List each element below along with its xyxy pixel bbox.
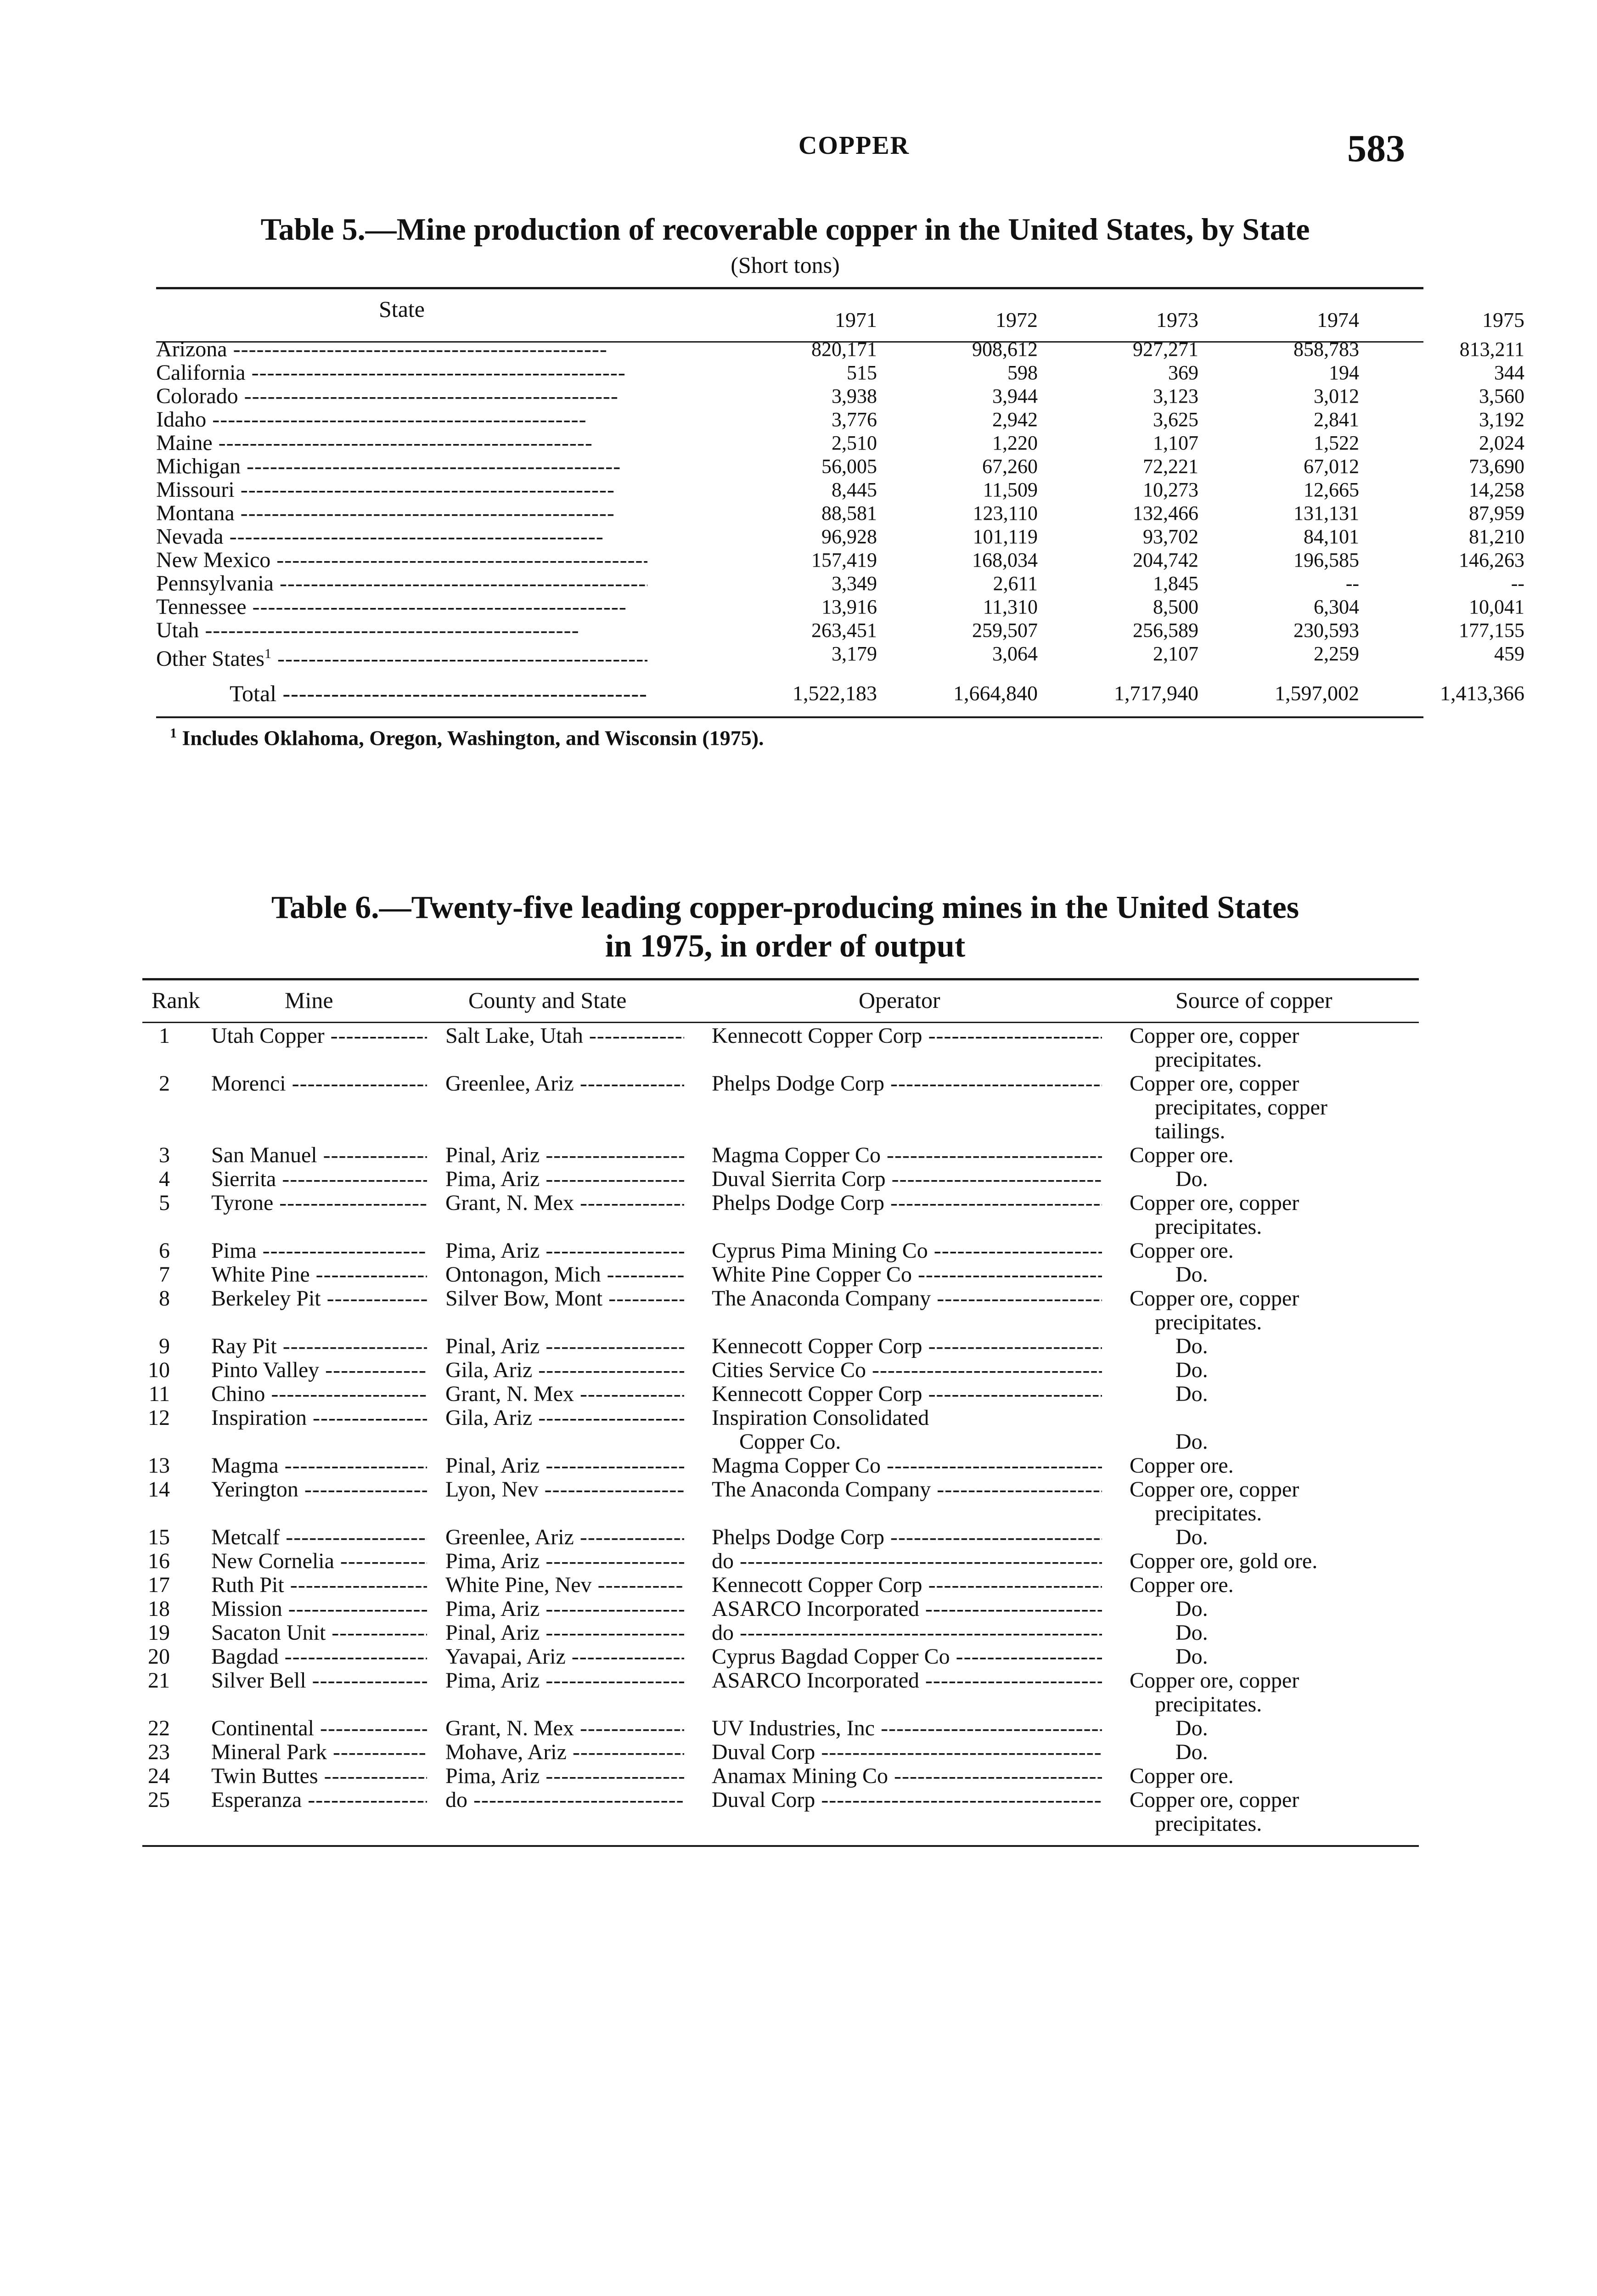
- table5-value-cell: 11,509: [983, 478, 1038, 501]
- table6-operator-cell: Phelps Dodge Corp -----: [712, 1072, 1116, 1096]
- table5-value-cell: 67,012: [1304, 455, 1359, 478]
- table5-state-cell: Pennsylvania -----: [156, 572, 647, 595]
- table6-mine-cell: Berkeley Pit -----: [211, 1287, 427, 1311]
- table5-value-cell: --: [1511, 572, 1524, 595]
- table6-header-mine: Mine: [285, 987, 333, 1013]
- table6-row: [142, 1716, 1419, 1740]
- table5-header: [156, 289, 1524, 340]
- table5-value-cell: 858,783: [1293, 338, 1359, 360]
- table5-value-cell: 344: [1494, 361, 1524, 384]
- table5-value-cell: 3,179: [832, 642, 877, 665]
- table6-operator-cell: do -----: [712, 1549, 1116, 1573]
- table5-subcaption: (Short tons): [731, 252, 840, 278]
- table5-state-cell: Maine -----: [156, 431, 647, 455]
- table6-rank-cell: 5: [159, 1191, 170, 1215]
- table5-value-cell: 3,776: [832, 408, 877, 431]
- table5-state-cell: New Mexico -----: [156, 548, 647, 572]
- table5-total-value: 1,717,940: [1114, 681, 1198, 705]
- table6-operator-cell: Inspiration Consolidated Copper Co.: [712, 1406, 929, 1454]
- table5-row: [156, 431, 1524, 455]
- table6-row: [142, 1287, 1419, 1334]
- table6-caption-line1: Table 6.—Twenty-five leading copper-producing mines in the United States: [271, 890, 1299, 925]
- table6-source-cell: Do.: [1175, 1740, 1208, 1764]
- table6-rank-cell: 21: [148, 1668, 170, 1693]
- table6-source-cell: Do.: [1175, 1716, 1208, 1740]
- table6-mine-cell: Silver Bell -----: [211, 1669, 427, 1693]
- table6-source-cell: Do.: [1175, 1167, 1208, 1191]
- table5-row: [156, 455, 1524, 478]
- table6-source-cell: Copper ore, copper precipitates.: [1130, 1477, 1299, 1525]
- table6-row: [142, 1525, 1419, 1549]
- table6-source-cell: Copper ore, gold ore.: [1130, 1549, 1318, 1573]
- table6-row: [142, 1167, 1419, 1191]
- table6-mine-cell: Sacaton Unit -----: [211, 1621, 427, 1645]
- table6-county-cell: Pima, Ariz -----: [445, 1549, 684, 1573]
- table6-source-cell: Do.: [1175, 1334, 1208, 1358]
- table5-footnote: [170, 726, 764, 750]
- table6-row: [142, 1239, 1419, 1263]
- table6-operator-cell: Phelps Dodge Corp -----: [712, 1525, 1116, 1549]
- table5-value-cell: 101,119: [973, 525, 1038, 548]
- table6-county-cell: Pinal, Ariz -----: [445, 1334, 684, 1358]
- table5-value-cell: 87,959: [1469, 502, 1524, 524]
- table5-header-year: 1973: [1156, 308, 1198, 332]
- table6-source-cell: Copper ore, copper precipitates.: [1130, 1024, 1299, 1072]
- table5-row: [156, 338, 1524, 361]
- table6-mine-cell: Mineral Park -----: [211, 1740, 427, 1764]
- table6-source-cell: Do.: [1175, 1644, 1208, 1669]
- table5-header-year: 1975: [1482, 308, 1524, 332]
- table5-row: [156, 361, 1524, 384]
- table6-mine-cell: San Manuel -----: [211, 1143, 427, 1167]
- table5-value-cell: 2,259: [1314, 642, 1359, 665]
- table6-bottom-rule: [142, 1845, 1419, 1847]
- table5-state-cell: Other States$^1$ -----: [156, 642, 647, 670]
- table5-value-cell: 2,841: [1314, 408, 1359, 431]
- table5-value-cell: 230,593: [1293, 619, 1359, 642]
- table6-operator-cell: Phelps Dodge Corp -----: [712, 1191, 1116, 1215]
- table6-row: [142, 1740, 1419, 1764]
- table5-total-value: 1,522,183: [793, 681, 877, 705]
- table6-operator-cell: The Anaconda Company -----: [712, 1478, 1116, 1502]
- table5-value-cell: 3,064: [992, 642, 1038, 665]
- table5-row: [156, 478, 1524, 501]
- table6-mine-cell: Bagdad -----: [211, 1645, 427, 1669]
- table6-county-cell: Greenlee, Ariz -----: [445, 1525, 684, 1549]
- table6-source-cell: Copper ore.: [1130, 1573, 1234, 1597]
- table6-operator-cell: Kennecott Copper Corp -----: [712, 1573, 1116, 1597]
- table5-value-cell: 67,260: [982, 455, 1038, 478]
- table6-county-cell: Gila, Ariz -----: [445, 1358, 684, 1382]
- table6-row: [142, 1788, 1419, 1836]
- table5-caption: Table 5.—Mine production of recoverable copper in the United States, by State: [260, 212, 1310, 247]
- footnote-text: Includes Oklahoma, Oregon, Washington, and Wisconsin (1975).: [182, 726, 764, 750]
- table6-mine-cell: Yerington -----: [211, 1478, 427, 1502]
- table6-county-cell: Pima, Ariz -----: [445, 1239, 684, 1263]
- table5-value-cell: 1,220: [992, 432, 1038, 454]
- table6-county-cell: Gila, Ariz -----: [445, 1406, 684, 1430]
- table6-county-cell: Pinal, Ariz -----: [445, 1621, 684, 1645]
- table6-operator-cell: ASARCO Incorporated -----: [712, 1597, 1116, 1621]
- table5-value-cell: 73,690: [1469, 455, 1524, 478]
- table6-rank-cell: 20: [148, 1644, 170, 1669]
- table6-mine-cell: Mission -----: [211, 1597, 427, 1621]
- table5-value-cell: 72,221: [1143, 455, 1198, 478]
- table6-operator-cell: Magma Copper Co -----: [712, 1143, 1116, 1167]
- footnote-mark: 1: [170, 726, 177, 741]
- table5-value-cell: 196,585: [1293, 549, 1359, 571]
- table5-value-cell: 459: [1494, 642, 1524, 665]
- table5-value-cell: 259,507: [972, 619, 1038, 642]
- table6-caption: [156, 889, 1414, 966]
- table6-county-cell: Ontonagon, Mich -----: [445, 1263, 684, 1287]
- table6-source-cell: Do.: [1175, 1429, 1208, 1454]
- table5-value-cell: 204,742: [1133, 549, 1198, 571]
- table5-value-cell: 256,589: [1133, 619, 1198, 642]
- table5-total-value: 1,413,366: [1440, 681, 1524, 705]
- table5-value-cell: 123,110: [973, 502, 1038, 524]
- table5-value-cell: 3,938: [832, 385, 877, 407]
- table5-value-cell: 3,012: [1314, 385, 1359, 407]
- table5-header-year: 1971: [835, 308, 877, 332]
- table5-state-cell: Colorado -----: [156, 384, 647, 408]
- running-head: [156, 127, 1405, 172]
- table6-operator-cell: Cities Service Co -----: [712, 1358, 1116, 1382]
- table5-value-cell: 3,349: [832, 572, 877, 595]
- table6-operator-cell: UV Industries, Inc -----: [712, 1716, 1116, 1740]
- table6-source-cell: Do.: [1175, 1358, 1208, 1382]
- table6-rank-cell: 1: [159, 1024, 170, 1048]
- table6-operator-cell: Duval Sierrita Corp -----: [712, 1167, 1116, 1191]
- table6-mine-cell: Esperanza -----: [211, 1788, 427, 1812]
- table6-mine-cell: Twin Buttes -----: [211, 1764, 427, 1788]
- table6-body: [142, 1024, 1419, 1836]
- table5-row: [156, 642, 1524, 670]
- table6-row: [142, 1573, 1419, 1597]
- table5-value-cell: 11,310: [983, 596, 1038, 618]
- table5-value-cell: 13,916: [821, 596, 877, 618]
- table5-value-cell: 3,625: [1153, 408, 1198, 431]
- table6-rank-cell: 15: [148, 1525, 170, 1549]
- table6-county-cell: Mohave, Ariz -----: [445, 1740, 684, 1764]
- table5-state-cell: Arizona -----: [156, 338, 647, 361]
- table6-county-cell: Grant, N. Mex -----: [445, 1382, 684, 1406]
- table5-value-cell: 2,942: [992, 408, 1038, 431]
- table6-rank-cell: 11: [148, 1382, 170, 1406]
- table6-rank-cell: 19: [148, 1621, 170, 1645]
- table6-rank-cell: 4: [159, 1167, 170, 1191]
- table6-header-county: County and State: [468, 987, 627, 1013]
- table6-caption-line2: in 1975, in order of output: [605, 929, 966, 964]
- table5-value-cell: 8,500: [1153, 596, 1198, 618]
- running-title: COPPER: [798, 131, 910, 160]
- table6-row: [142, 1358, 1419, 1382]
- table6-mine-cell: Chino -----: [211, 1382, 427, 1406]
- table6-mine-cell: Metcalf -----: [211, 1525, 427, 1549]
- table6-source-cell: Copper ore.: [1130, 1764, 1234, 1788]
- table6-mine-cell: Morenci -----: [211, 1072, 427, 1096]
- table5-value-cell: 2,107: [1153, 642, 1198, 665]
- table5-value-cell: 14,258: [1469, 478, 1524, 501]
- table6-operator-cell: Kennecott Copper Corp -----: [712, 1382, 1116, 1406]
- table5-state-cell: Missouri -----: [156, 478, 647, 501]
- table5-row: [156, 548, 1524, 572]
- table6-header-source: Source of copper: [1175, 987, 1333, 1013]
- table6-operator-cell: do -----: [712, 1621, 1116, 1645]
- table5-value-cell: 96,928: [821, 525, 877, 548]
- table6-operator-cell: Kennecott Copper Corp -----: [712, 1334, 1116, 1358]
- table5-row: [156, 501, 1524, 525]
- table6-mine-cell: Continental -----: [211, 1716, 427, 1740]
- table6-source-cell: Do.: [1175, 1597, 1208, 1621]
- table5-total-value: 1,664,840: [953, 681, 1038, 705]
- table5-state-cell: Tennessee -----: [156, 595, 647, 619]
- table5-value-cell: 515: [847, 361, 877, 384]
- table6-mine-cell: Pima -----: [211, 1239, 427, 1263]
- table5-row: [156, 572, 1524, 595]
- table5-value-cell: 88,581: [821, 502, 877, 524]
- table5-value-cell: 84,101: [1304, 525, 1359, 548]
- table6-mine-cell: Pinto Valley -----: [211, 1358, 427, 1382]
- table6-county-cell: Yavapai, Ariz -----: [445, 1645, 684, 1669]
- table5-total-row: [156, 677, 1524, 709]
- table5-total-label: Total -----: [230, 677, 647, 709]
- table6-rank-cell: 7: [159, 1262, 170, 1287]
- table6-county-cell: Salt Lake, Utah -----: [445, 1024, 684, 1048]
- table5-state-cell: Nevada -----: [156, 525, 647, 548]
- table5-header-year: 1972: [995, 308, 1038, 332]
- table5-total-value: 1,597,002: [1275, 681, 1359, 705]
- table6-rank-cell: 25: [148, 1788, 170, 1812]
- table5-value-cell: 1,845: [1153, 572, 1198, 595]
- table6-county-cell: Lyon, Nev -----: [445, 1478, 684, 1502]
- table6-rank-cell: 18: [148, 1597, 170, 1621]
- table6-mine-cell: Inspiration -----: [211, 1406, 427, 1430]
- table6-operator-cell: Anamax Mining Co -----: [712, 1764, 1116, 1788]
- table6-rank-cell: 24: [148, 1764, 170, 1788]
- table6-operator-cell: Duval Corp -----: [712, 1740, 1116, 1764]
- table6-row: [142, 1478, 1419, 1525]
- table6-source-cell: Do.: [1175, 1382, 1208, 1406]
- table6-rank-cell: 8: [159, 1286, 170, 1311]
- table5-value-cell: 3,123: [1153, 385, 1198, 407]
- table6-county-cell: Pinal, Ariz -----: [445, 1454, 684, 1478]
- table6-source-cell: Do.: [1175, 1621, 1208, 1645]
- table6-source-cell: Do.: [1175, 1262, 1208, 1287]
- table5-header-year: 1974: [1317, 308, 1359, 332]
- table6-header-rule: [142, 1022, 1419, 1023]
- table6-row: [142, 1406, 1419, 1454]
- table6-mine-cell: Utah Copper -----: [211, 1024, 427, 1048]
- table5-state-cell: Idaho -----: [156, 408, 647, 431]
- table6-operator-cell: The Anaconda Company -----: [712, 1287, 1116, 1311]
- table5-state-cell: Montana -----: [156, 501, 647, 525]
- table5-value-cell: 131,131: [1293, 502, 1359, 524]
- table6-source-cell: Copper ore.: [1130, 1143, 1234, 1167]
- table6-mine-cell: Sierrita -----: [211, 1167, 427, 1191]
- table6-county-cell: Pima, Ariz -----: [445, 1597, 684, 1621]
- table6-operator-cell: Cyprus Pima Mining Co -----: [712, 1239, 1116, 1263]
- table6-row: [142, 1669, 1419, 1716]
- table5-state-cell: Michigan -----: [156, 455, 647, 478]
- table5-row: [156, 619, 1524, 642]
- table6-row: [142, 1764, 1419, 1788]
- table5-row: [156, 525, 1524, 548]
- table6-mine-cell: Magma -----: [211, 1454, 427, 1478]
- table6-row: [142, 1549, 1419, 1573]
- table6-rank-cell: 22: [148, 1716, 170, 1740]
- table6-county-cell: White Pine, Nev -----: [445, 1573, 684, 1597]
- table5-value-cell: 6,304: [1314, 596, 1359, 618]
- table5-value-cell: 2,510: [832, 432, 877, 454]
- table6-rank-cell: 3: [159, 1143, 170, 1167]
- table5-value-cell: 820,171: [811, 338, 877, 360]
- table6-source-cell: Copper ore, copper precipitates.: [1130, 1788, 1299, 1836]
- table5-state-cell: Utah -----: [156, 619, 647, 642]
- table5-row: [156, 384, 1524, 408]
- table6-rank-cell: 17: [148, 1573, 170, 1597]
- table5-value-cell: 3,560: [1479, 385, 1524, 407]
- table6-row: [142, 1191, 1419, 1239]
- table5-value-cell: 598: [1007, 361, 1038, 384]
- table5-body: [156, 338, 1524, 670]
- table5-value-cell: 369: [1168, 361, 1198, 384]
- table6-operator-cell: Duval Corp -----: [712, 1788, 1116, 1812]
- table6-mine-cell: New Cornelia -----: [211, 1549, 427, 1573]
- table5-value-cell: 177,155: [1459, 619, 1524, 642]
- table6-rank-cell: 14: [148, 1477, 170, 1502]
- table6-county-cell: Pima, Ariz -----: [445, 1764, 684, 1788]
- table6-operator-cell: Kennecott Copper Corp -----: [712, 1024, 1116, 1048]
- table5-value-cell: 12,665: [1304, 478, 1359, 501]
- table5-value-cell: 2,611: [993, 572, 1038, 595]
- table6-row: [142, 1597, 1419, 1621]
- table6-row: [142, 1334, 1419, 1358]
- table5-value-cell: 1,522: [1314, 432, 1359, 454]
- table5-value-cell: 813,211: [1459, 338, 1524, 360]
- table5-value-cell: 3,192: [1479, 408, 1524, 431]
- table5-value-cell: 81,210: [1469, 525, 1524, 548]
- table6-county-cell: Grant, N. Mex -----: [445, 1191, 684, 1215]
- table6-rank-cell: 23: [148, 1740, 170, 1764]
- table6-mine-cell: Ray Pit -----: [211, 1334, 427, 1358]
- table5-value-cell: 1,107: [1153, 432, 1198, 454]
- table6-county-cell: Greenlee, Ariz -----: [445, 1072, 684, 1096]
- table6-operator-cell: Cyprus Bagdad Copper Co -----: [712, 1645, 1116, 1669]
- table5-value-cell: 56,005: [821, 455, 877, 478]
- table6-county-cell: Pima, Ariz -----: [445, 1669, 684, 1693]
- table5-row: [156, 408, 1524, 431]
- table5-value-cell: 10,273: [1143, 478, 1198, 501]
- table6-source-cell: Copper ore.: [1130, 1238, 1234, 1263]
- table5-value-cell: 3,944: [992, 385, 1038, 407]
- table5-value-cell: 146,263: [1459, 549, 1524, 571]
- table6-operator-cell: ASARCO Incorporated -----: [712, 1669, 1116, 1693]
- table6-source-cell: Copper ore, copper precipitates.: [1130, 1668, 1299, 1716]
- table6-rank-cell: 10: [148, 1358, 170, 1382]
- table6-row: [142, 1621, 1419, 1645]
- table6-row: [142, 1263, 1419, 1287]
- table5-value-cell: 93,702: [1143, 525, 1198, 548]
- table6-row: [142, 1454, 1419, 1478]
- table5-bottom-rule: [156, 716, 1423, 718]
- table5-value-cell: 168,034: [972, 549, 1038, 571]
- table6-county-cell: Pima, Ariz -----: [445, 1167, 684, 1191]
- table6-row: [142, 1645, 1419, 1669]
- table6-mine-cell: Ruth Pit -----: [211, 1573, 427, 1597]
- table6-mine-cell: Tyrone -----: [211, 1191, 427, 1215]
- table6-row: [142, 1143, 1419, 1167]
- table6-rank-cell: 9: [159, 1334, 170, 1358]
- table5-value-cell: 157,419: [811, 549, 877, 571]
- table6-rank-cell: 12: [148, 1406, 170, 1430]
- table6-source-cell: Copper ore, copper precipitates.: [1130, 1286, 1299, 1334]
- table5-value-cell: 2,024: [1479, 432, 1524, 454]
- table5-value-cell: 263,451: [811, 619, 877, 642]
- table6-county-cell: Silver Bow, Mont -----: [445, 1287, 684, 1311]
- table6-county-cell: Grant, N. Mex -----: [445, 1716, 684, 1740]
- table6-header-operator: Operator: [859, 987, 940, 1013]
- page-number: 583: [1347, 127, 1405, 170]
- table6-county-cell: do -----: [445, 1788, 684, 1812]
- table6-rank-cell: 13: [148, 1453, 170, 1478]
- table5-value-cell: 10,041: [1469, 596, 1524, 618]
- table6-rank-cell: 16: [148, 1549, 170, 1573]
- table5-row: [156, 595, 1524, 619]
- table5-header-state: State: [379, 296, 425, 322]
- table6-operator-cell: White Pine Copper Co -----: [712, 1263, 1116, 1287]
- table6-header: [142, 980, 1419, 1022]
- table5-value-cell: 908,612: [972, 338, 1038, 360]
- table5-value-cell: 194: [1329, 361, 1359, 384]
- table6-operator-cell: Magma Copper Co -----: [712, 1454, 1116, 1478]
- table5-value-cell: 132,466: [1133, 502, 1198, 524]
- table6-row: [142, 1382, 1419, 1406]
- table5-value-cell: --: [1345, 572, 1359, 595]
- table6-source-cell: Copper ore, copper precipitates, copper tailings.: [1130, 1071, 1327, 1143]
- table5-value-cell: 8,445: [832, 478, 877, 501]
- table6-mine-cell: White Pine -----: [211, 1263, 427, 1287]
- table5-state-cell: California -----: [156, 361, 647, 384]
- table6-source-cell: Copper ore, copper precipitates.: [1130, 1191, 1299, 1239]
- table6-source-cell: Copper ore.: [1130, 1453, 1234, 1478]
- table6-rank-cell: 6: [159, 1238, 170, 1263]
- table5-value-cell: 927,271: [1133, 338, 1198, 360]
- table6-row: [142, 1024, 1419, 1072]
- table6-row: [142, 1072, 1419, 1143]
- table6-source-cell: Do.: [1175, 1525, 1208, 1549]
- table6-header-rank: Rank: [152, 987, 200, 1013]
- table6-county-cell: Pinal, Ariz -----: [445, 1143, 684, 1167]
- table6-rank-cell: 2: [159, 1071, 170, 1096]
